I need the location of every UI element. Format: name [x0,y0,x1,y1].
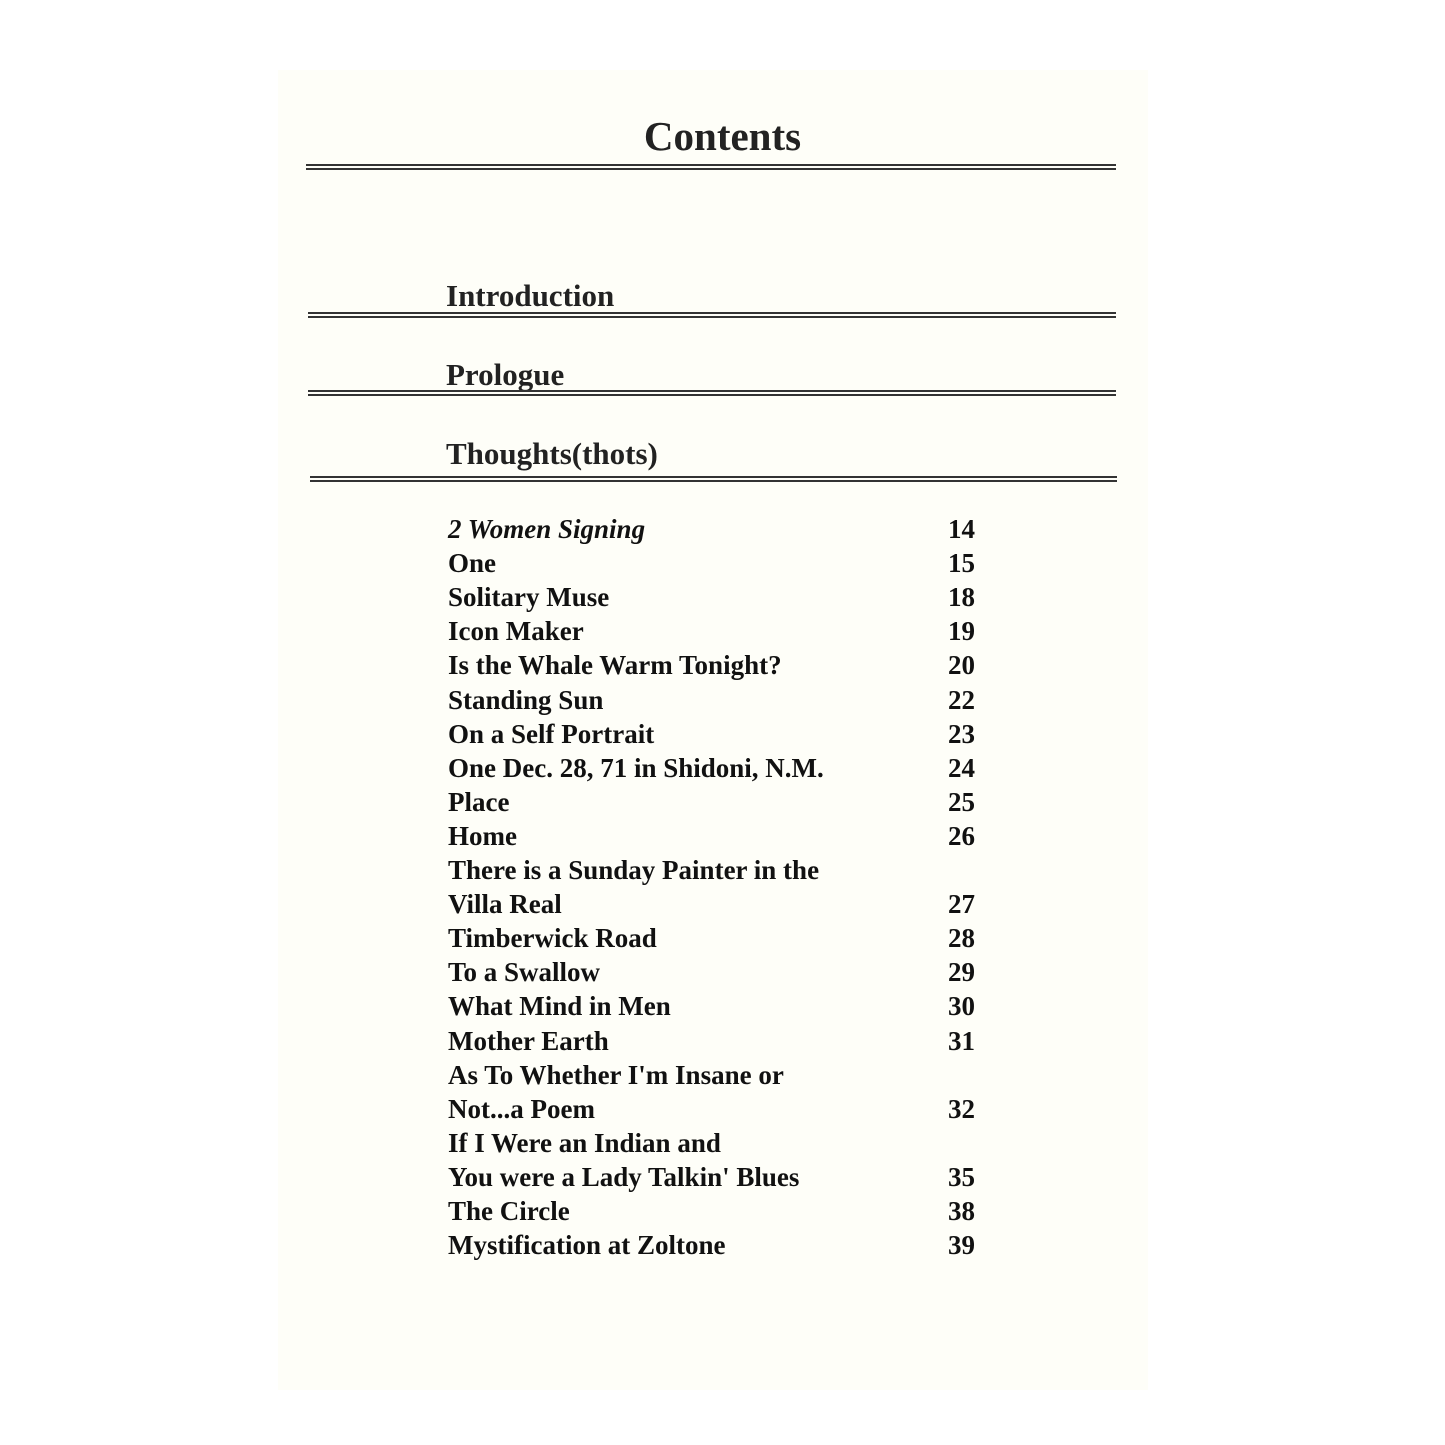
toc-entry-page: 15 [948,548,975,579]
toc-entry [0,1060,1445,1094]
toc-entry [0,1196,1445,1230]
toc-entry [0,1162,1445,1196]
toc-entry-title: You were a Lady Talkin' Blues [448,1161,800,1192]
toc-entry-title: Place [448,786,510,817]
section-introduction: Introduction [446,278,615,313]
toc-entry-page: 14 [948,514,975,544]
toc-entry-page: 18 [948,582,975,613]
toc-entry-page: 30 [948,991,975,1022]
toc-entry-title: Standing Sun [448,684,604,715]
toc-entry [0,923,1445,957]
toc-entry-title: Mother Earth [448,1025,609,1056]
toc-entry-page: 19 [948,616,975,647]
toc-entry-page: 32 [948,1093,975,1124]
toc-entry [0,548,1445,582]
page-title: Contents [643,113,802,159]
toc-entry-title: Not...a Poem [448,1093,595,1124]
toc-entry-page: 20 [948,650,975,681]
toc-entry [0,616,1445,650]
toc-entry-title: Home [448,820,517,851]
toc-entry-title: Is the Whale Warm Tonight? [448,650,782,681]
toc-entry-title: The Circle [448,1196,570,1226]
toc-entry-page: 38 [948,1196,975,1226]
toc-entry-title: Icon Maker [448,616,584,647]
toc-entry [0,957,1445,991]
toc-entry [0,855,1445,889]
section-rule [308,312,1116,318]
toc-entry [0,514,1445,548]
toc-entry-title: Mystification at Zoltone [448,1230,726,1261]
section-prologue: Prologue [446,357,565,392]
toc-entry-title: To a Swallow [448,957,601,988]
toc-entry [0,787,1445,821]
toc-entry-page: 24 [948,752,975,783]
toc-entry-page: 39 [948,1230,975,1261]
toc-entry-title: Villa Real [448,889,562,920]
toc-entry-page: 29 [948,957,975,988]
toc-entry-page: 28 [948,923,975,954]
toc-entry [0,1128,1445,1162]
toc-entry [0,753,1445,787]
toc-entry-title: One [448,548,497,579]
toc-entry-title: Timberwick Road [448,923,657,954]
toc-entry-title: 2 Women Signing [448,514,646,544]
toc-entry-title: If I Were an Indian and [448,1127,721,1158]
toc-entry [0,889,1445,923]
toc-entry-title: Solitary Muse [448,582,610,613]
toc-entry [0,582,1445,616]
toc-entry [0,1026,1445,1060]
toc-entry-title: One Dec. 28, 71 in Shidoni, N.M. [448,752,824,783]
title-rule [306,164,1116,170]
toc-entry-title: What Mind in Men [448,991,671,1022]
toc-entry [0,991,1445,1025]
toc-entry-title: On a Self Portrait [448,718,655,749]
toc-entry-page: 35 [948,1161,975,1192]
toc-entry [0,685,1445,719]
toc-entry-page: 25 [948,786,975,817]
section-thoughts: Thoughts(thots) [446,436,658,471]
toc-entry-title: As To Whether I'm Insane or [448,1059,784,1090]
toc-entry [0,1094,1445,1128]
toc-entry [0,719,1445,753]
section-rule [308,390,1116,396]
toc-entry-title: There is a Sunday Painter in the [448,855,820,885]
toc-entry [0,821,1445,855]
section-rule [310,476,1117,482]
toc-entry [0,1230,1445,1264]
toc-entry-page: 23 [948,718,975,749]
toc-entry-page: 26 [948,820,975,851]
toc-entry-page: 27 [948,889,975,920]
toc-entry-page: 31 [948,1025,975,1056]
toc-entry [0,650,1445,684]
toc-entry-page: 22 [948,684,975,715]
